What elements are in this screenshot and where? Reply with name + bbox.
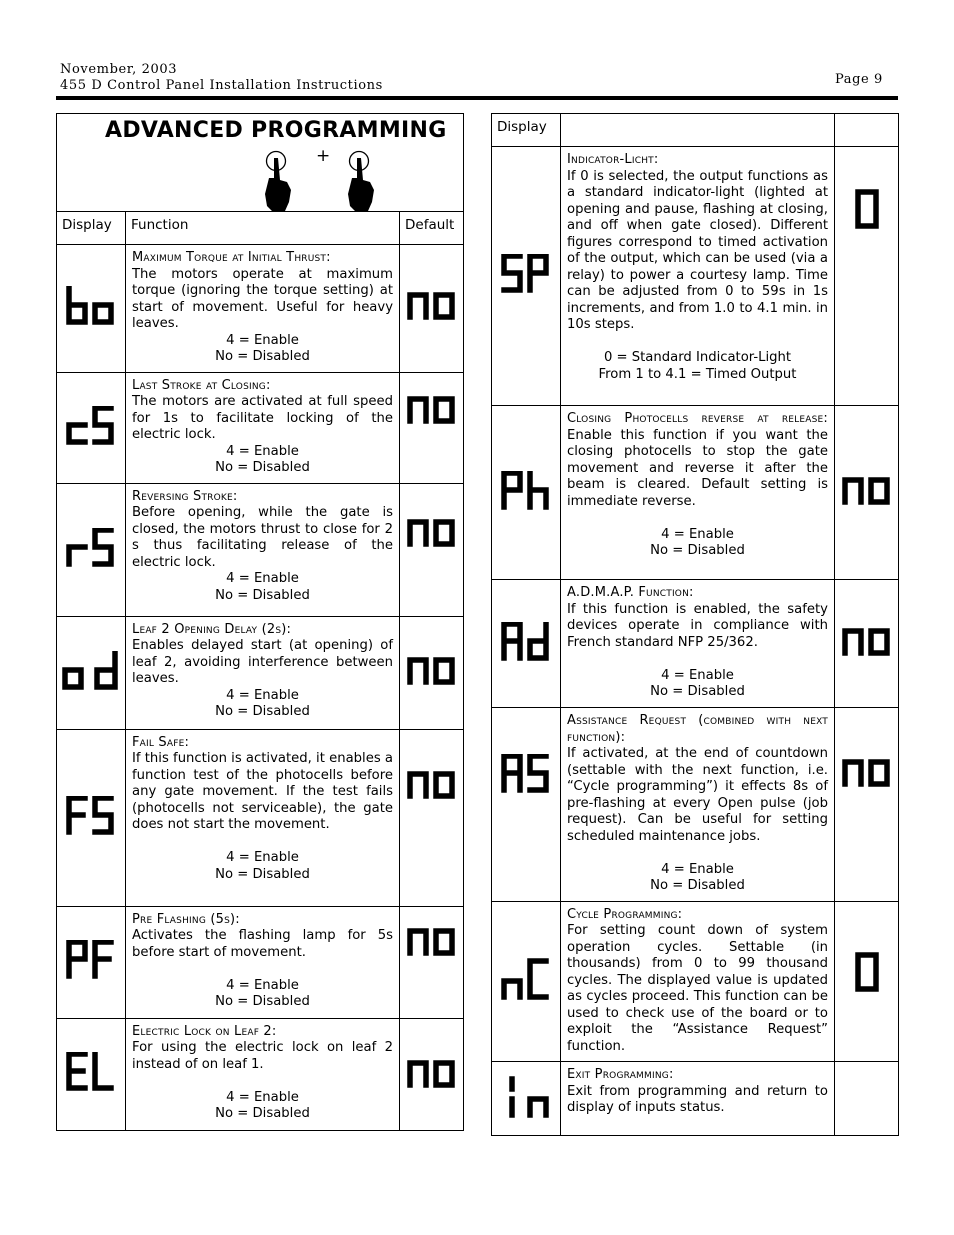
header-rule	[56, 96, 898, 100]
option-enable: 4 = Enable	[226, 332, 299, 348]
display-code	[57, 616, 126, 729]
function-cell	[126, 906, 400, 1018]
seg-default-no	[406, 518, 458, 548]
seg-display-cS	[65, 406, 117, 446]
seg-display-Ph	[500, 471, 552, 511]
function-heading: Maximum Torque at Initial Thrust:	[132, 250, 331, 265]
function-cell	[561, 406, 835, 580]
function-heading: Reversing Stroke:	[132, 488, 238, 504]
option-enable: 4 = Enable	[661, 861, 734, 877]
seg-default-no	[841, 476, 893, 506]
col-header-default: Default	[400, 212, 464, 245]
advanced-programming-table-right	[491, 113, 899, 1136]
function-description: Exit from programming and return to display of inputs status.	[567, 1083, 828, 1115]
option-timed: From 1 to 4.1 = Timed Output	[598, 366, 797, 382]
table-row	[492, 901, 899, 1062]
table-row	[57, 372, 464, 483]
table-row	[57, 906, 464, 1018]
function-heading: Indicator-Licht:	[567, 152, 659, 167]
default-value	[400, 616, 464, 729]
seg-display-in	[500, 1075, 552, 1119]
default-value	[835, 708, 899, 902]
default-value	[400, 372, 464, 483]
function-heading: Cycle Programming:	[567, 906, 683, 922]
function-description: If 0 is selected, the output functions as a standard indicator-light (lighted at opening and pause, flashing at closing, and off when gate closed). Different figures correspond to timed activation of the output, which can be used (via a relay) to power a courtesy lamp. Time can be adjusted from 0 to 59s in 1s increments, and from 1.0 to 4.1 min. in 10s steps.	[567, 168, 828, 332]
function-heading: Pre Flashing (5s):	[132, 911, 240, 927]
col-header-default	[835, 114, 899, 147]
display-code	[57, 906, 126, 1018]
function-cell	[126, 729, 400, 906]
seg-default-no	[406, 770, 458, 800]
function-description: For setting count down of system operation cycles. Settable (in thousands) from 0 to 99 thousand cycles. The displayed value is updated as cycles proceed. This function can be used to check use of the board or to exploit the “Assistance Request” function.	[567, 923, 828, 1054]
seg-display-od	[61, 651, 121, 691]
option-disable: No = Disabled	[650, 543, 745, 558]
header-doc-title: 455 D Control Panel Installation Instructions	[60, 78, 383, 93]
function-cell	[126, 616, 400, 729]
option-standard: 0 = Standard Indicator-Light	[603, 350, 792, 365]
display-code	[57, 729, 126, 906]
function-heading: Exit Programming:	[567, 1067, 674, 1082]
seg-display-EL	[65, 1052, 117, 1092]
option-enable: 4 = Enable	[661, 667, 734, 683]
function-cell	[126, 372, 400, 483]
default-value	[400, 245, 464, 373]
col-header-display: Display	[492, 114, 561, 147]
function-cell	[561, 901, 835, 1062]
table-row	[57, 483, 464, 616]
seg-display-FS	[65, 796, 117, 836]
function-cell	[126, 245, 400, 373]
display-code	[492, 708, 561, 902]
seg-display-rS	[65, 528, 117, 568]
function-heading: Fail Safe:	[132, 734, 190, 750]
default-value	[400, 483, 464, 616]
table-row	[492, 1062, 899, 1136]
seg-display-SP	[500, 254, 552, 294]
default-value	[835, 901, 899, 1062]
col-header-display: Display	[57, 212, 126, 245]
seg-display-nc	[500, 957, 552, 1001]
function-heading: Assistance Request (combined with next function):	[567, 713, 828, 745]
table-row	[492, 406, 899, 580]
seg-default-no	[406, 1059, 458, 1089]
table-row	[492, 580, 899, 708]
table-row	[492, 147, 899, 406]
default-value	[400, 906, 464, 1018]
display-code	[492, 147, 561, 406]
option-disable: No = Disabled	[650, 684, 745, 699]
table-row	[57, 729, 464, 906]
display-code	[492, 580, 561, 708]
function-description: Before opening, while the gate is closed, the motors thrust to close for 2 s thus facilitating release of the electric lock.	[132, 505, 393, 570]
seg-default-no	[406, 656, 458, 686]
display-code	[57, 372, 126, 483]
seg-default-no	[406, 395, 458, 425]
option-disable: No = Disabled	[215, 1106, 310, 1121]
function-description: If this function is activated, it enables a function test of the photocells before any gate movement. If the test fails (photocells not serviceable), the gate does not start the movement.	[132, 751, 393, 832]
option-enable: 4 = Enable	[226, 977, 299, 993]
display-code	[57, 245, 126, 373]
function-description: If this function is enabled, the safety devices operate in compliance with French standard NFP 25/362.	[567, 601, 828, 650]
function-cell	[561, 147, 835, 406]
default-value	[835, 406, 899, 580]
display-code	[57, 1018, 126, 1130]
option-enable: 4 = Enable	[226, 850, 299, 865]
plus-sign: +	[316, 150, 331, 166]
header-date: November, 2003	[60, 62, 178, 77]
function-cell	[561, 708, 835, 902]
option-disable: No = Disabled	[650, 878, 745, 893]
function-heading: Electric Lock on Leaf 2:	[132, 1023, 277, 1039]
button-press-icon	[249, 150, 379, 212]
col-header-function	[561, 114, 835, 147]
seg-default-no	[406, 291, 458, 321]
display-code	[492, 901, 561, 1062]
document-header	[60, 62, 383, 94]
default-value	[400, 1018, 464, 1130]
function-description: Enable this function if you want the closing photocells to stop the gate movement and reverse it after the beam is cleared. Default setting is immediate reverse.	[567, 427, 828, 509]
function-description: Activates the flashing lamp for 5s before start of movement.	[132, 928, 393, 960]
option-enable: 4 = Enable	[226, 687, 299, 703]
display-code	[492, 1062, 561, 1136]
option-enable: 4 = Enable	[226, 571, 299, 586]
seg-default-0	[852, 189, 882, 229]
title-cell	[57, 114, 464, 212]
option-disable: No = Disabled	[215, 704, 310, 719]
function-cell	[561, 1062, 835, 1136]
option-disable: No = Disabled	[215, 587, 310, 603]
seg-default-no	[406, 927, 458, 957]
col-header-function: Function	[126, 212, 400, 245]
function-cell	[126, 1018, 400, 1130]
function-cell	[561, 580, 835, 708]
function-description: The motors are activated at full speed for 1s to facilitate locking of the electric lock.	[132, 394, 393, 442]
default-value	[835, 580, 899, 708]
function-heading: A.D.M.A.P. Function:	[567, 585, 694, 600]
function-description: If activated, at the end of countdown (settable with the next function, i.e. “Cycle programming”) it effects 8s of pre-flashing at every Open pulse (job request). Can be useful for setting scheduled maintenance jobs.	[567, 746, 828, 844]
page-number: Page 9	[835, 72, 883, 87]
function-description: The motors operate at maximum torque (ignoring the torque setting) at start of movement. Useful for heavy leaves.	[132, 266, 393, 331]
seg-display-bo	[65, 286, 117, 326]
seg-display-AS	[500, 754, 552, 794]
table-row	[57, 1018, 464, 1130]
display-code	[57, 483, 126, 616]
default-value	[400, 729, 464, 906]
option-disable: No = Disabled	[215, 866, 310, 882]
seg-default-no	[841, 627, 893, 657]
function-heading: Last Stroke at Closing:	[132, 377, 271, 393]
page-title: ADVANCED PROGRAMMING	[105, 118, 447, 143]
default-value	[835, 147, 899, 406]
table-row	[492, 708, 899, 902]
option-disable: No = Disabled	[215, 349, 310, 364]
display-code	[492, 406, 561, 580]
table-row	[57, 616, 464, 729]
function-heading: Leaf 2 Opening Delay (2s):	[132, 621, 292, 637]
seg-display-PF	[65, 940, 117, 980]
function-cell	[126, 483, 400, 616]
function-heading: Closing Photocells reverse at release:	[567, 411, 828, 426]
option-enable: 4 = Enable	[226, 1089, 299, 1105]
seg-default-0	[852, 952, 882, 992]
option-enable: 4 = Enable	[661, 526, 734, 542]
function-description: Enables delayed start (at opening) of leaf 2, avoiding interference between leaves.	[132, 638, 393, 686]
seg-display-Ad	[500, 622, 552, 662]
seg-default-no	[841, 758, 893, 788]
option-disable: No = Disabled	[215, 460, 310, 475]
advanced-programming-table-left	[56, 113, 464, 1131]
option-enable: 4 = Enable	[226, 443, 299, 459]
table-row	[57, 245, 464, 373]
function-description: For using the electric lock on leaf 2 instead of on leaf 1.	[132, 1040, 393, 1072]
option-disable: No = Disabled	[215, 994, 310, 1009]
default-value	[835, 1062, 899, 1136]
